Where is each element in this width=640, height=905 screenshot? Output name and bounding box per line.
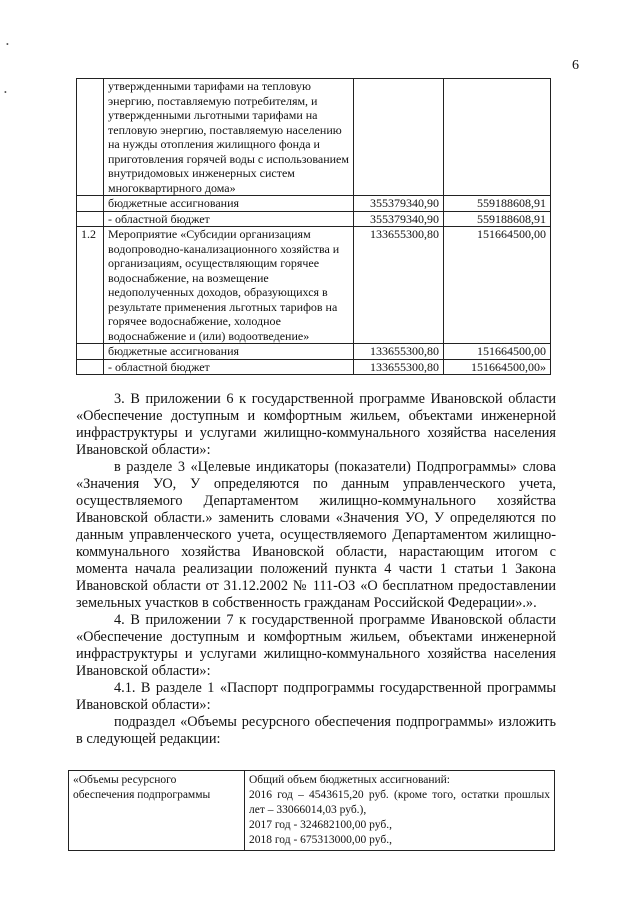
resource-line: 2017 год - 324682100,00 руб., (249, 819, 392, 831)
row-number (77, 344, 104, 360)
value-2017 (444, 79, 551, 196)
budget-table (76, 78, 551, 375)
row-number (77, 359, 104, 375)
value-2017: 559188608,91 (444, 196, 551, 212)
value-2016: 355379340,90 (354, 211, 444, 227)
row-description: бюджетные ассигнования (104, 196, 354, 212)
document-body (76, 391, 556, 748)
value-2017: 151664500,00» (444, 359, 551, 375)
row-description: утвержденными тарифами на тепловую энергию, поставляемую потребителям, и утвержденными льготными тарифами на тепловую энергию, поставляемую населению на нужды отопления жилищного фонда и приготовления горячей воды с использованием внутридомовых инженерных систем многоквартирного дома» (104, 79, 354, 196)
value-2017: 559188608,91 (444, 211, 551, 227)
table-row (69, 771, 555, 851)
paragraph: 4. В приложении 7 к государственной программе Ивановской области «Обеспечение доступным и комфортным жильем, объектами инженерной инфраструктуры и услугами жилищно-коммунального хозяйства населения Ивановской области»: (76, 612, 556, 679)
scan-mark: • (6, 40, 9, 49)
value-2016: 355379340,90 (354, 196, 444, 212)
value-2017: 151664500,00 (444, 344, 551, 360)
table-row (77, 79, 551, 196)
resource-line: 2016 год – 4543615,20 руб. (кроме того, остатки прошлых лет – 33066014,03 руб.), (249, 789, 550, 816)
row-description: - областной бюджет (104, 359, 354, 375)
scan-mark: • (4, 88, 7, 97)
value-2016: 133655300,80 (354, 359, 444, 375)
table-row (77, 227, 551, 344)
value-2016: 133655300,80 (354, 344, 444, 360)
row-description: бюджетные ассигнования (104, 344, 354, 360)
row-description: - областной бюджет (104, 211, 354, 227)
row-number (77, 211, 104, 227)
row-number (77, 196, 104, 212)
resource-label: «Объемы ресурсного обеспечения подпрограммы (69, 771, 245, 851)
table-row (77, 196, 551, 212)
row-number (77, 79, 104, 196)
page-number: 6 (572, 58, 579, 73)
value-2017: 151664500,00 (444, 227, 551, 344)
paragraph: в разделе 3 «Целевые индикаторы (показатели) Подпрограммы» слова «Значения УО, У определяются по данным управленческого учета, осуществляемого Департаментом жилищно-коммунального хозяйства Ивановской области.» заменить словами «Значения УО, У определяются по данным управленческого учета, осуществляемого Департаментом жилищно-коммунального хозяйства Ивановской области, нарастающим итогом с момента начала реализации положений пункта 4 части 1 статьи 1 Закона Ивановской области от 31.12.2002 № 111-ОЗ «О бесплатном предоставлении земельных участков в собственность гражданам Российской Федерации».». (76, 459, 556, 611)
value-2016 (354, 79, 444, 196)
resource-line: 2018 год - 675313000,00 руб., (249, 834, 392, 846)
resource-values (245, 771, 555, 851)
resource-line: Общий объем бюджетных ассигнований: (249, 774, 450, 786)
row-number: 1.2 (77, 227, 104, 344)
table-row (77, 211, 551, 227)
row-description: Мероприятие «Субсидии организациям водопроводно-канализационного хозяйства и организациям, осуществляющим горячее водоснабжение, на возмещение недополученных доходов, образующихся в результате применения льготных тарифов на горячее водоснабжение, холодное водоснабжение и (или) водоотведение» (104, 227, 354, 344)
paragraph: 3. В приложении 6 к государственной программе Ивановской области «Обеспечение доступным и комфортным жильем, объектами инженерной инфраструктуры и услугами жилищно-коммунального хозяйства населения Ивановской области»: (76, 391, 556, 458)
paragraph: подраздел «Объемы ресурсного обеспечения подпрограммы» изложить в следующей редакции: (76, 714, 556, 747)
table-row (77, 359, 551, 375)
paragraph: 4.1. В разделе 1 «Паспорт подпрограммы государственной программы Ивановской области»: (76, 680, 556, 713)
value-2016: 133655300,80 (354, 227, 444, 344)
table-row (77, 344, 551, 360)
resource-table (68, 770, 555, 851)
